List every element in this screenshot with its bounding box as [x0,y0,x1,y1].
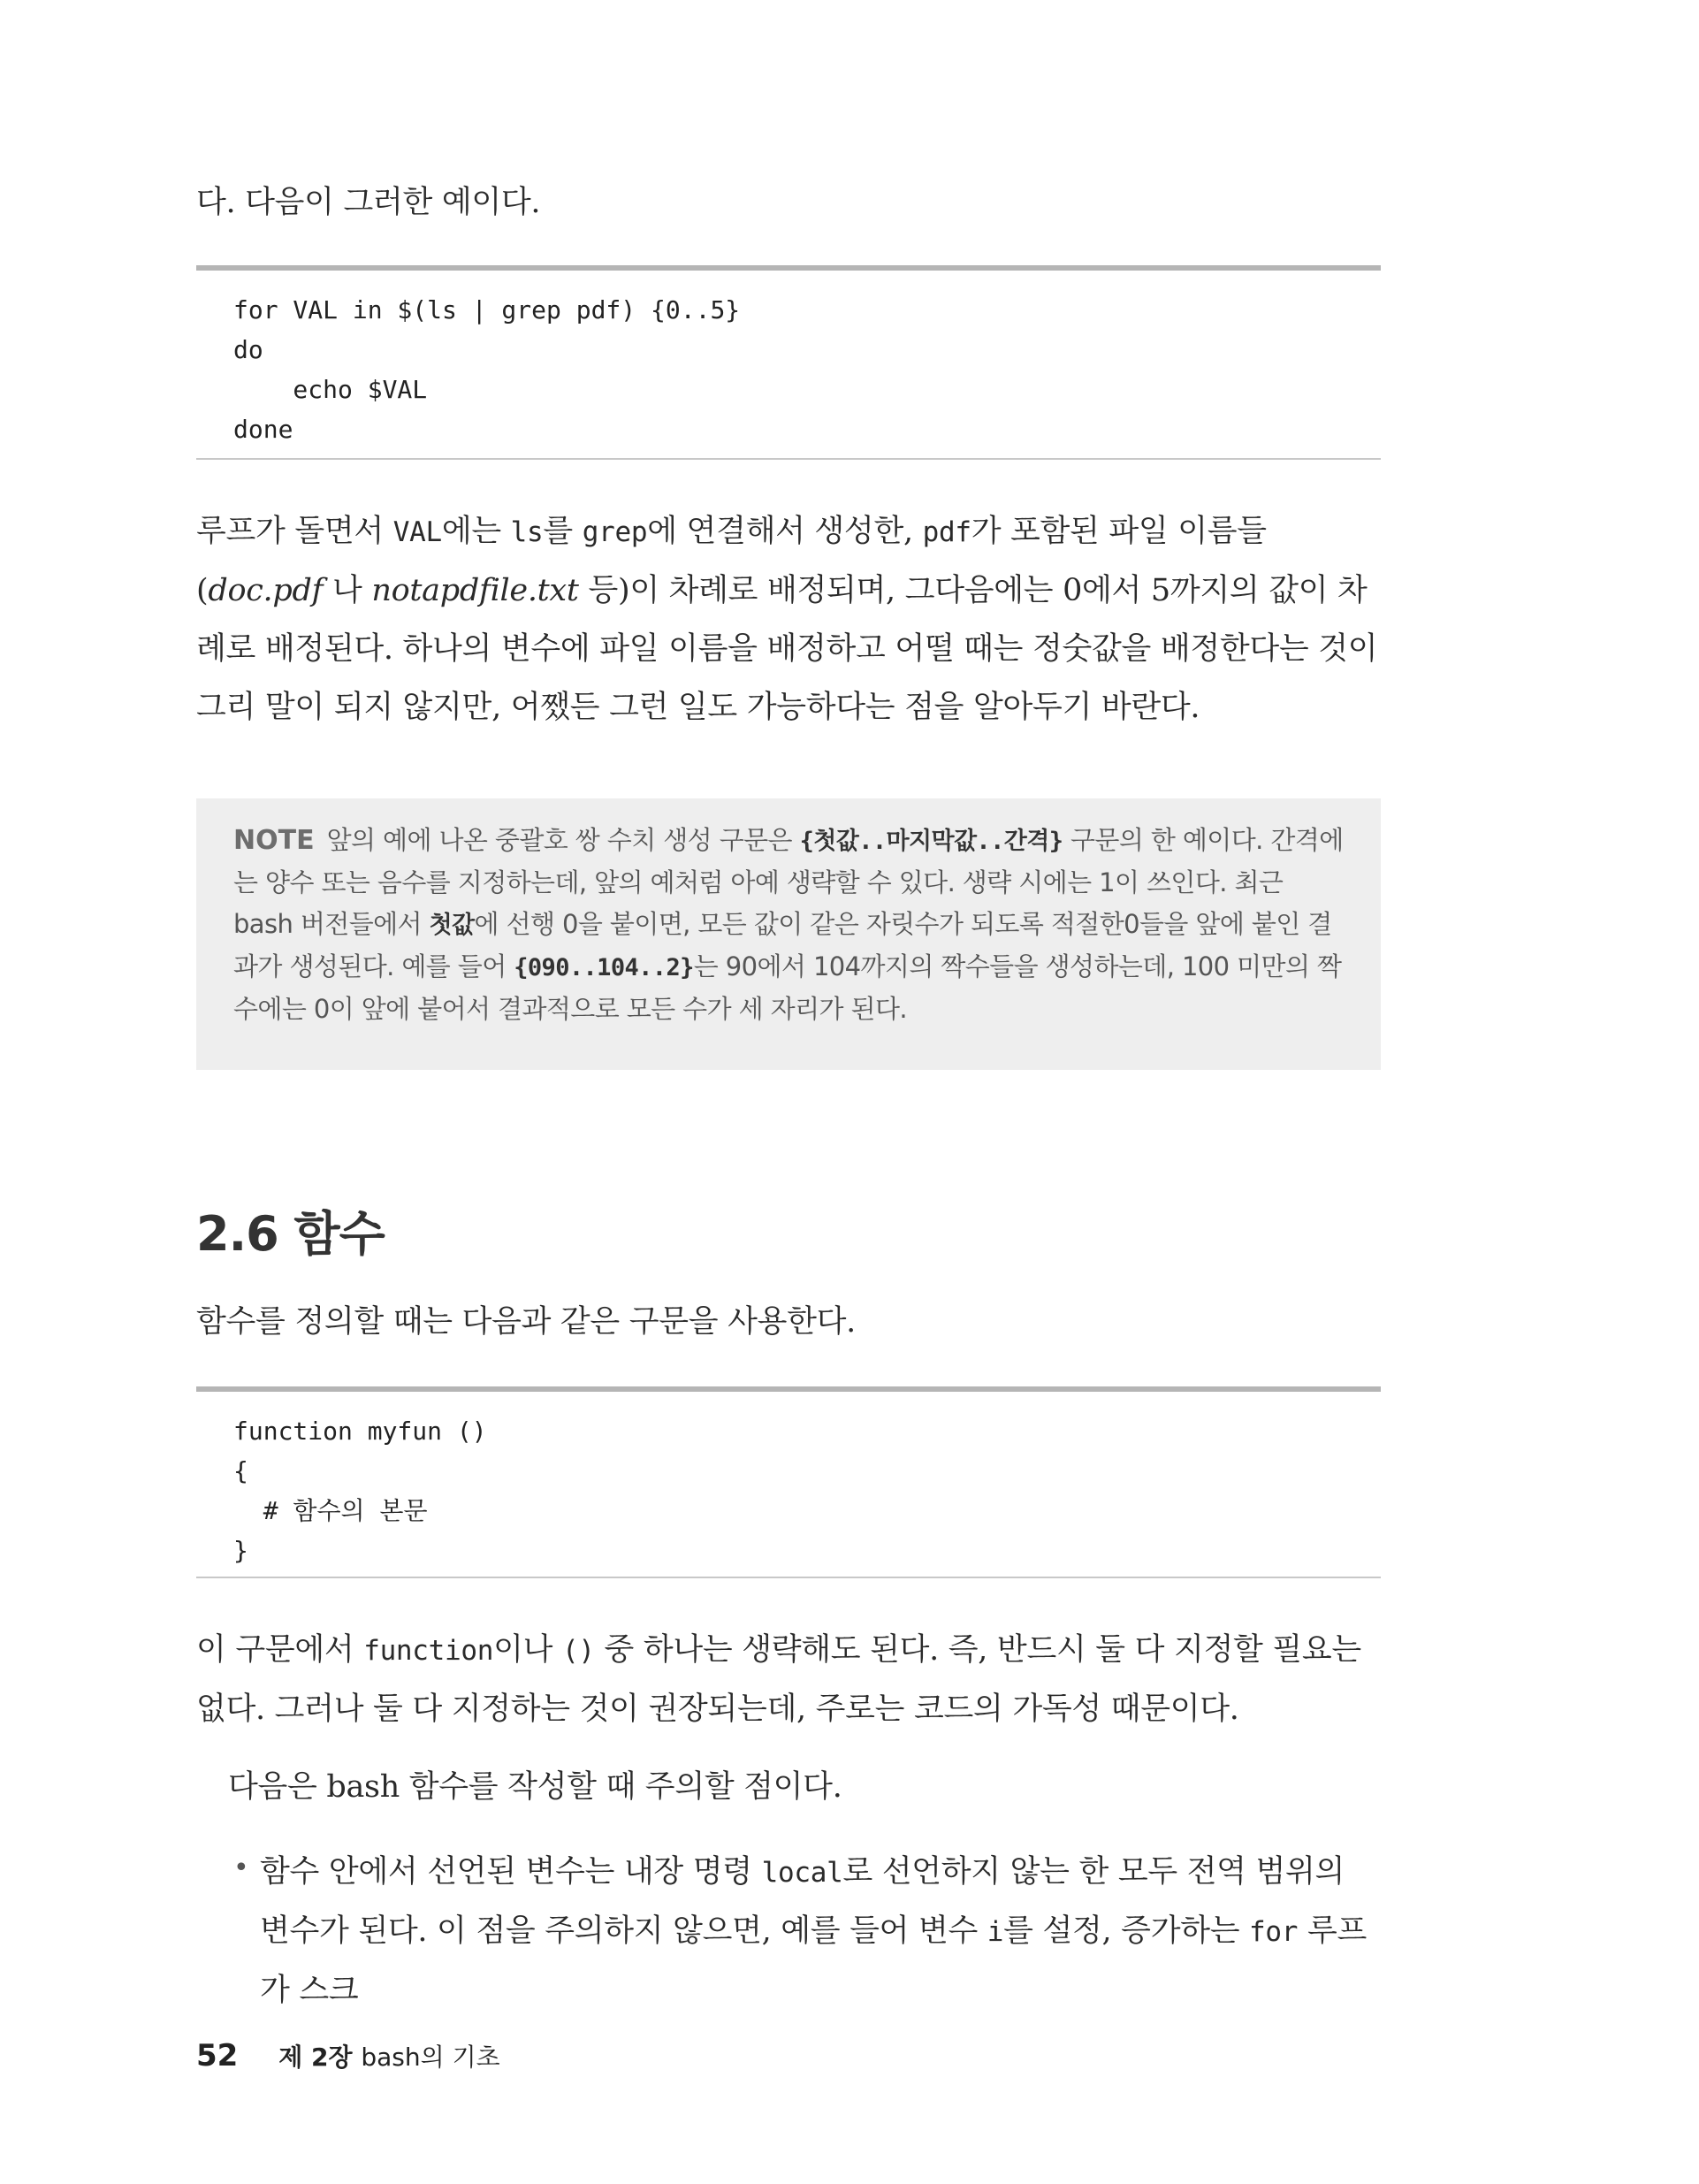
text: 루프가 돌면서 [196,514,393,549]
text: 가 포함된 파일 이름들( [196,514,1267,608]
code-block-for-loop [196,265,1381,460]
inline-code: i [987,1916,1004,1948]
text: 에 연결해서 생성한, [647,514,923,549]
inline-code: pdf [922,516,971,548]
inline-code: VAL [392,516,442,548]
note-box [196,798,1381,1070]
code-for-loop: for VAL in $(ls | grep pdf) {0..5} do echo $VAL done [233,295,741,444]
note-text: 구문의 한 예이다. 간격에는 양수 또는 음수를 지정하는데, 앞의 예처럼 아예 생략할 수 있다. 생략 시에는 1이 쓰인다. 최근 bash 버전들에서 [233,825,1344,939]
text: 로 선언하지 않는 한 모두 전역 범위의 변수가 된다. 이 점을 주의하지 않으면, 예를 들어 변수 [260,1854,1345,1949]
text: 루프가 스크 [260,1913,1367,2008]
code-function: function myfun () { # 함수의 본문 } [233,1417,487,1565]
bullet-item-local-variables [260,1843,1381,2020]
filename: notapdfile.txt [371,573,579,608]
section-heading: 2.6 함수 [196,1206,385,1262]
text: 를 [543,514,583,549]
code-block-function [196,1386,1381,1578]
bullet-marker: • [233,1852,249,1883]
text: 나 [323,573,372,608]
inline-code: {090..104..2} [514,954,694,981]
text: 를 설정, 증가하는 [1003,1913,1250,1949]
note-text: 는 90에서 104까지의 짝수들을 생성하는데, 100 미만의 짝수에는 0이 앞에 붙어서 결과적으로 모든 수가 세 자리가 된다. [233,951,1342,1024]
note-text: 에 선행 0을 붙이면, 모든 값이 같은 자릿수가 되도록 적절한0들을 앞에 붙인 결과가 생성된다. 예를 들어 [233,909,1332,981]
note-label: NOTE [233,825,315,856]
inline-code: 첫값 [429,912,475,939]
text: 중 하나는 생략해도 된다. 즉, 반드시 둘 다 지정할 필요는 없다. 그러나 둘 다 지정하는 것이 권장되는데, 주로는 코드의 가독성 때문이다. [196,1632,1361,1727]
paragraph-function-intro: 함수를 정의할 때는 다음과 같은 구문을 사용한다. [196,1304,856,1340]
intro-line: 다. 다음이 그러한 예이다. [196,185,541,220]
chapter-label: 제 2장 [278,2043,353,2072]
text: 이 구문에서 [196,1632,364,1668]
chapter-title: bash의 기초 [361,2043,500,2072]
inline-code: local [761,1857,843,1889]
page-number: 52 [196,2038,239,2073]
text: 에는 [441,514,511,549]
paragraph-function-syntax [196,1621,1381,1738]
inline-code: function [363,1635,494,1667]
paragraph-loop-explanation [196,502,1381,737]
filename: doc.pdf [208,573,324,608]
text: 등)이 차례로 배정되며, 그다음에는 0에서 5까지의 값이 차례로 배정된다. 하나의 변수에 파일 이름을 배정하고 어떨 때는 정숫값을 배정한다는 것이 그리 말이 되지 않지만, 어쨌든 그런 일도 가능하다는 점을 알아두기 바란다. [196,573,1378,725]
inline-code: () [561,1635,595,1667]
text: 이나 [493,1632,562,1668]
paragraph-cautions-intro: 다음은 bash 함수를 작성할 때 주의할 점이다. [228,1769,842,1805]
inline-code: ls [510,516,544,548]
inline-code: for [1249,1916,1299,1948]
text: 함수 안에서 선언된 변수는 내장 명령 [260,1854,762,1890]
inline-code: {첫값..마지막값..간격} [799,828,1063,855]
page-footer [196,2038,500,2073]
note-text: 앞의 예에 나온 중괄호 쌍 수치 생성 구문은 [326,825,800,855]
inline-code: grep [582,516,648,548]
